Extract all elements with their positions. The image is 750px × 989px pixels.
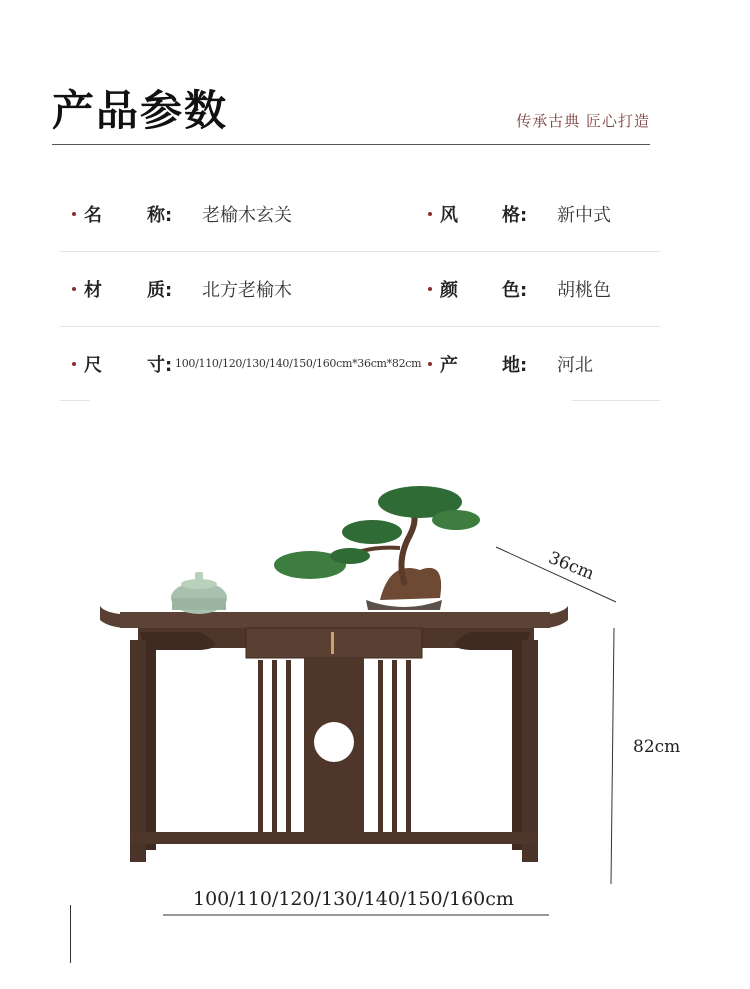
height-dimension-label: 82cm xyxy=(633,737,681,757)
spec-label: 尺 xyxy=(84,354,102,376)
console-table xyxy=(100,606,568,862)
spec-label: 名 xyxy=(84,204,102,226)
spec-label: 材 xyxy=(84,279,102,301)
spec-label-suffix: 色: xyxy=(502,279,528,301)
spec-value: 河北 xyxy=(557,354,593,376)
spec-value: 100/110/120/130/140/150/160cm*36cm*82cm xyxy=(175,357,422,370)
edge-divider xyxy=(70,905,71,963)
spec-label-suffix: 格: xyxy=(502,204,528,226)
slogan: 传承古典 匠心打造 xyxy=(516,112,650,130)
spec-label-suffix: 寸: xyxy=(147,354,173,376)
spec-value: 老榆木玄关 xyxy=(202,204,292,226)
bonsai-plant xyxy=(274,486,480,610)
spec-value: 胡桃色 xyxy=(557,279,611,301)
ceramic-jar xyxy=(171,572,227,614)
width-dimension-label: 100/110/120/130/140/150/160cm xyxy=(193,888,514,910)
height-dimension-line xyxy=(611,628,614,884)
spec-label: 风 xyxy=(440,204,458,226)
spec-label-suffix: 地: xyxy=(502,354,528,376)
page-title: 产品参数 xyxy=(52,86,229,135)
depth-dimension-label: 36cm xyxy=(545,548,597,585)
spec-label: 颜 xyxy=(440,279,458,301)
spec-label: 产 xyxy=(440,354,458,376)
spec-value: 北方老榆木 xyxy=(202,279,292,301)
spec-value: 新中式 xyxy=(557,204,611,226)
spec-label-suffix: 质: xyxy=(147,279,173,301)
spec-label-suffix: 称: xyxy=(147,204,173,226)
